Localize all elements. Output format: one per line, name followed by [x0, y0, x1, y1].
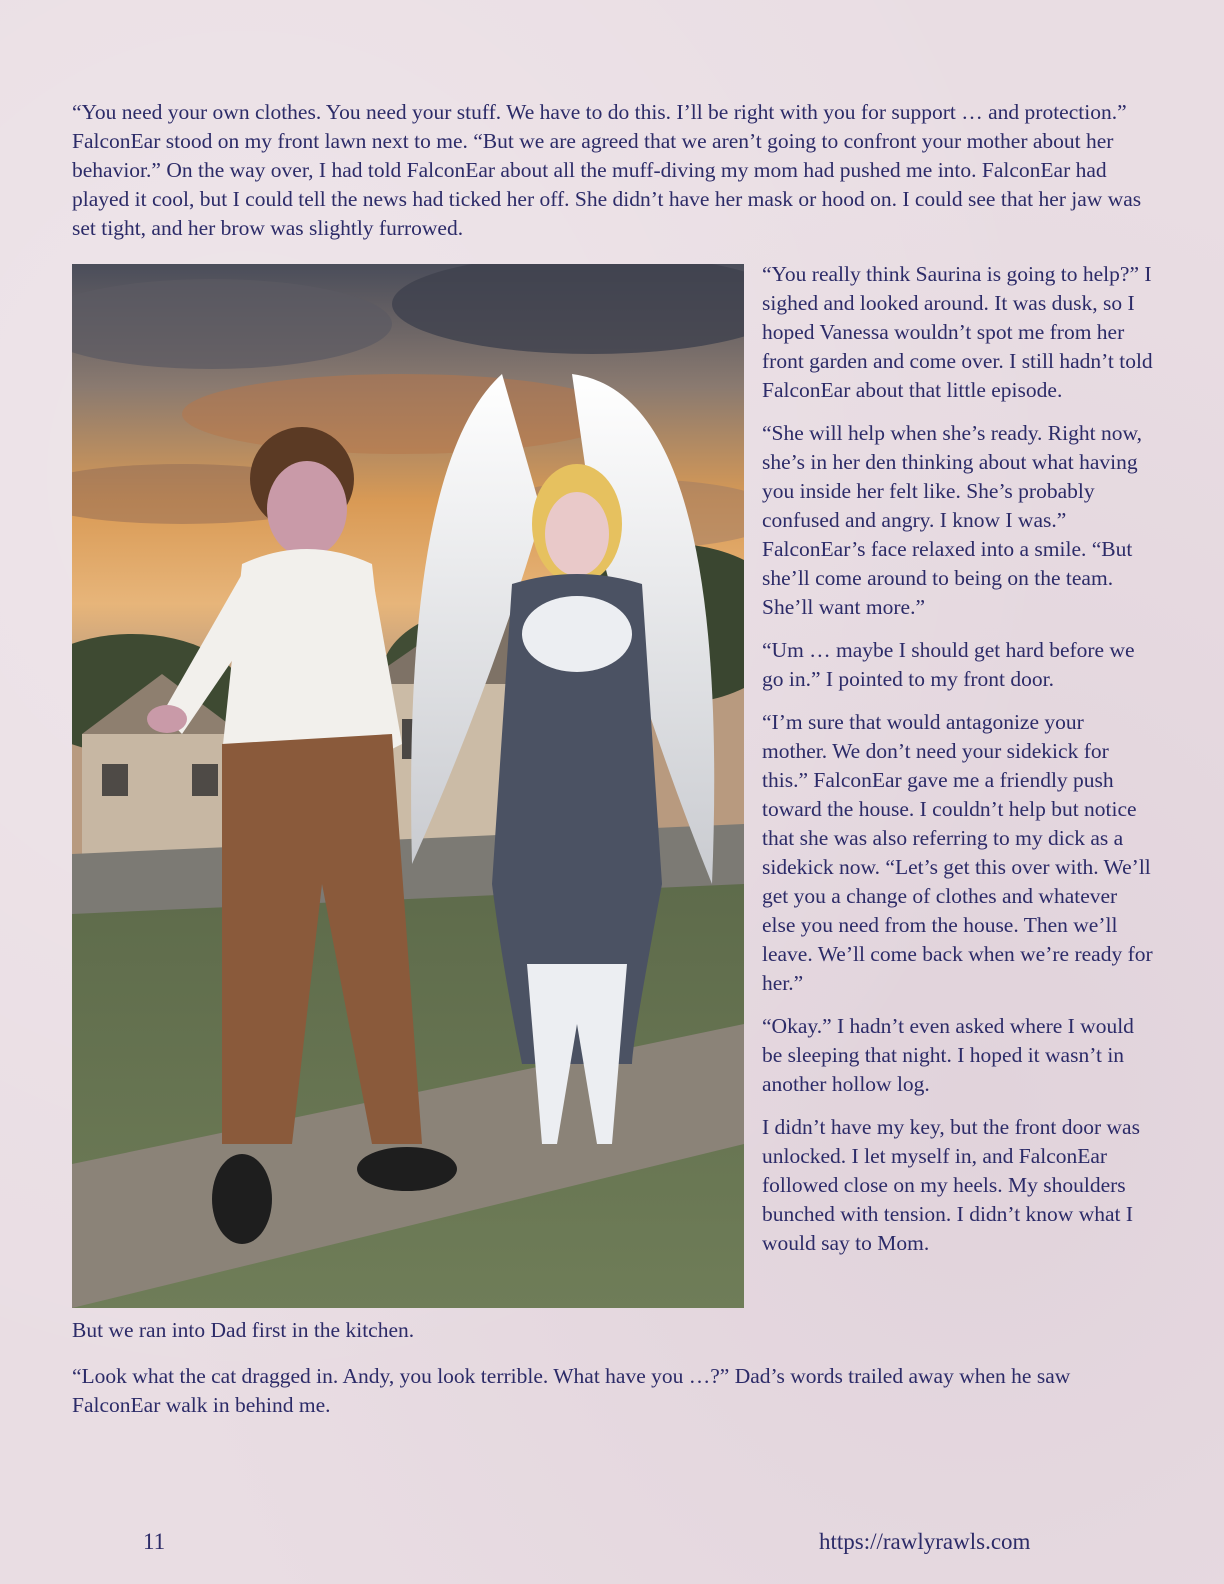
paragraph: “Look what the cat dragged in. Andy, you look terrible. What have you …?” Dad’s words trailed away when he saw FalconEar walk in behind me. — [72, 1364, 1071, 1417]
opening-paragraph: “You need your own clothes. You need your stuff. We have to do this. I’ll be right with you for support … and protection.” FalconEar stood on my front lawn next to me. “But we are agreed that we aren’t going to confront your mother about her behavior.” On the way over, I had told FalconEar about all the muff-diving my mom had pushed me into. FalconEar had played it cool, but I could tell the news had ticked her off. She didn’t have her mask or hood on. I could see that her jaw was set tight, and her brow was slightly furrowed. — [72, 100, 1142, 240]
paragraph: “Okay.” I hadn’t even asked where I would be sleeping that night. I hoped it wasn’t in another hollow log. — [762, 1014, 1134, 1096]
paragraph: “Um … maybe I should get hard before we go in.” I pointed to my front door. — [762, 638, 1135, 691]
paragraph: I didn’t have my key, but the front door was unlocked. I let myself in, and FalconEar followed close on my heels. My shoulders bunched with tension. I didn’t know what I would say to Mom. — [762, 1115, 1140, 1255]
footer-url: https://rawlyrawls.com — [819, 1529, 1031, 1554]
paragraph: “She will help when she’s ready. Right now, she’s in her den thinking about what having you inside her felt like. She’s probably confused and angry. I know I was.” FalconEar’s face relaxed into a smile. “But she’ll come around to being on the team. She’ll want more.” — [762, 421, 1142, 619]
paragraph: But we ran into Dad first in the kitchen. — [72, 1318, 415, 1342]
paragraph: “You really think Saurina is going to help?” I sighed and looked around. It was dusk, so I hoped Vanessa wouldn’t spot me from her front garden and come over. I still hadn’t told FalconEar about that little episode. — [762, 262, 1153, 402]
story-illustration — [72, 264, 744, 1308]
page-number: 11 — [143, 1529, 166, 1554]
paragraph: “I’m sure that would antagonize your mother. We don’t need your sidekick for this.” FalconEar gave me a friendly push toward the house. I couldn’t help but notice that she was also referring to my dick as a sidekick now. “Let’s get this over with. We’ll get you a change of clothes and whatever else you need from the house. Then we’ll leave. We’ll come back when we’re ready for her.” — [762, 710, 1153, 995]
side-column — [762, 260, 1154, 1272]
